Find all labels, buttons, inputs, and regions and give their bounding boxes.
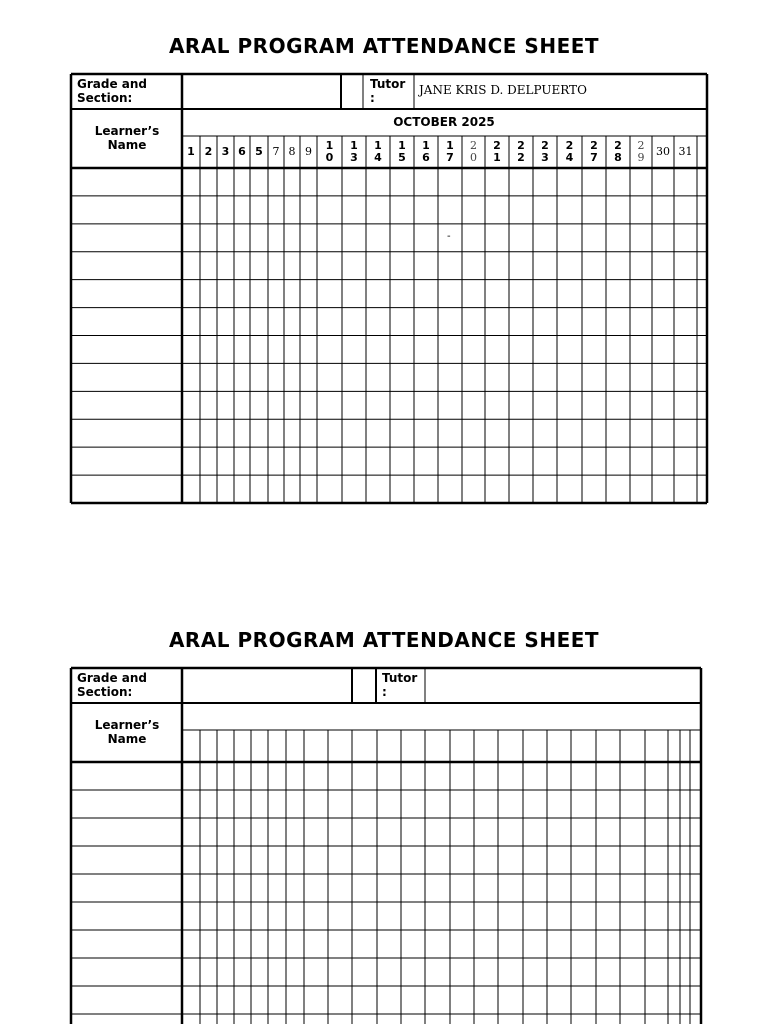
sheet-2-tutor-label: Tutor : [382, 671, 418, 699]
day-label: 1 0 [325, 139, 334, 164]
day-label: 2 0 [470, 139, 477, 164]
sheet-2-title: ARAL PROGRAM ATTENDANCE SHEET [168, 628, 600, 652]
sheet-1-tutor-label: Tutor : [370, 77, 406, 105]
sheet-2-learner-label: Learner’s Name [94, 718, 160, 746]
day-label: 1 7 [446, 139, 454, 164]
sheet-1-month-label: OCTOBER 2025 [393, 115, 495, 129]
day-label: 7 [272, 145, 280, 158]
sheet-1-title: ARAL PROGRAM ATTENDANCE SHEET [168, 34, 600, 58]
day-label: 1 3 [350, 139, 358, 164]
day-label: 2 8 [614, 139, 622, 164]
sheet-2-grade-label: Grade and Section: [77, 671, 148, 699]
sheet-1-learner-label: Learner’s Name [94, 124, 160, 152]
day-label: 2 [204, 145, 213, 158]
day-label: 2 9 [637, 139, 645, 164]
day-label: 1 [187, 145, 195, 158]
attendance-mark: - [447, 230, 451, 242]
sheet-1-grade-label: Grade and Section: [77, 77, 148, 105]
day-label: 2 2 [517, 139, 525, 164]
day-label: 2 4 [565, 139, 574, 164]
day-label: 30 [656, 145, 670, 158]
day-label: 2 3 [541, 139, 549, 164]
day-label: 6 [238, 145, 246, 158]
day-label: 2 1 [493, 139, 501, 164]
sheet-1-tutor-value[interactable]: JANE KRIS D. DELPUERTO [419, 83, 587, 97]
day-label: 8 [288, 145, 296, 158]
day-label: 1 5 [398, 139, 406, 164]
day-label: 3 [221, 145, 230, 158]
day-label: 9 [305, 145, 312, 158]
day-label: 5 [255, 145, 263, 158]
day-label: 31 [678, 145, 693, 158]
day-label: 1 6 [422, 139, 430, 164]
day-label: 1 4 [374, 139, 382, 164]
day-label: 2 7 [590, 139, 598, 164]
